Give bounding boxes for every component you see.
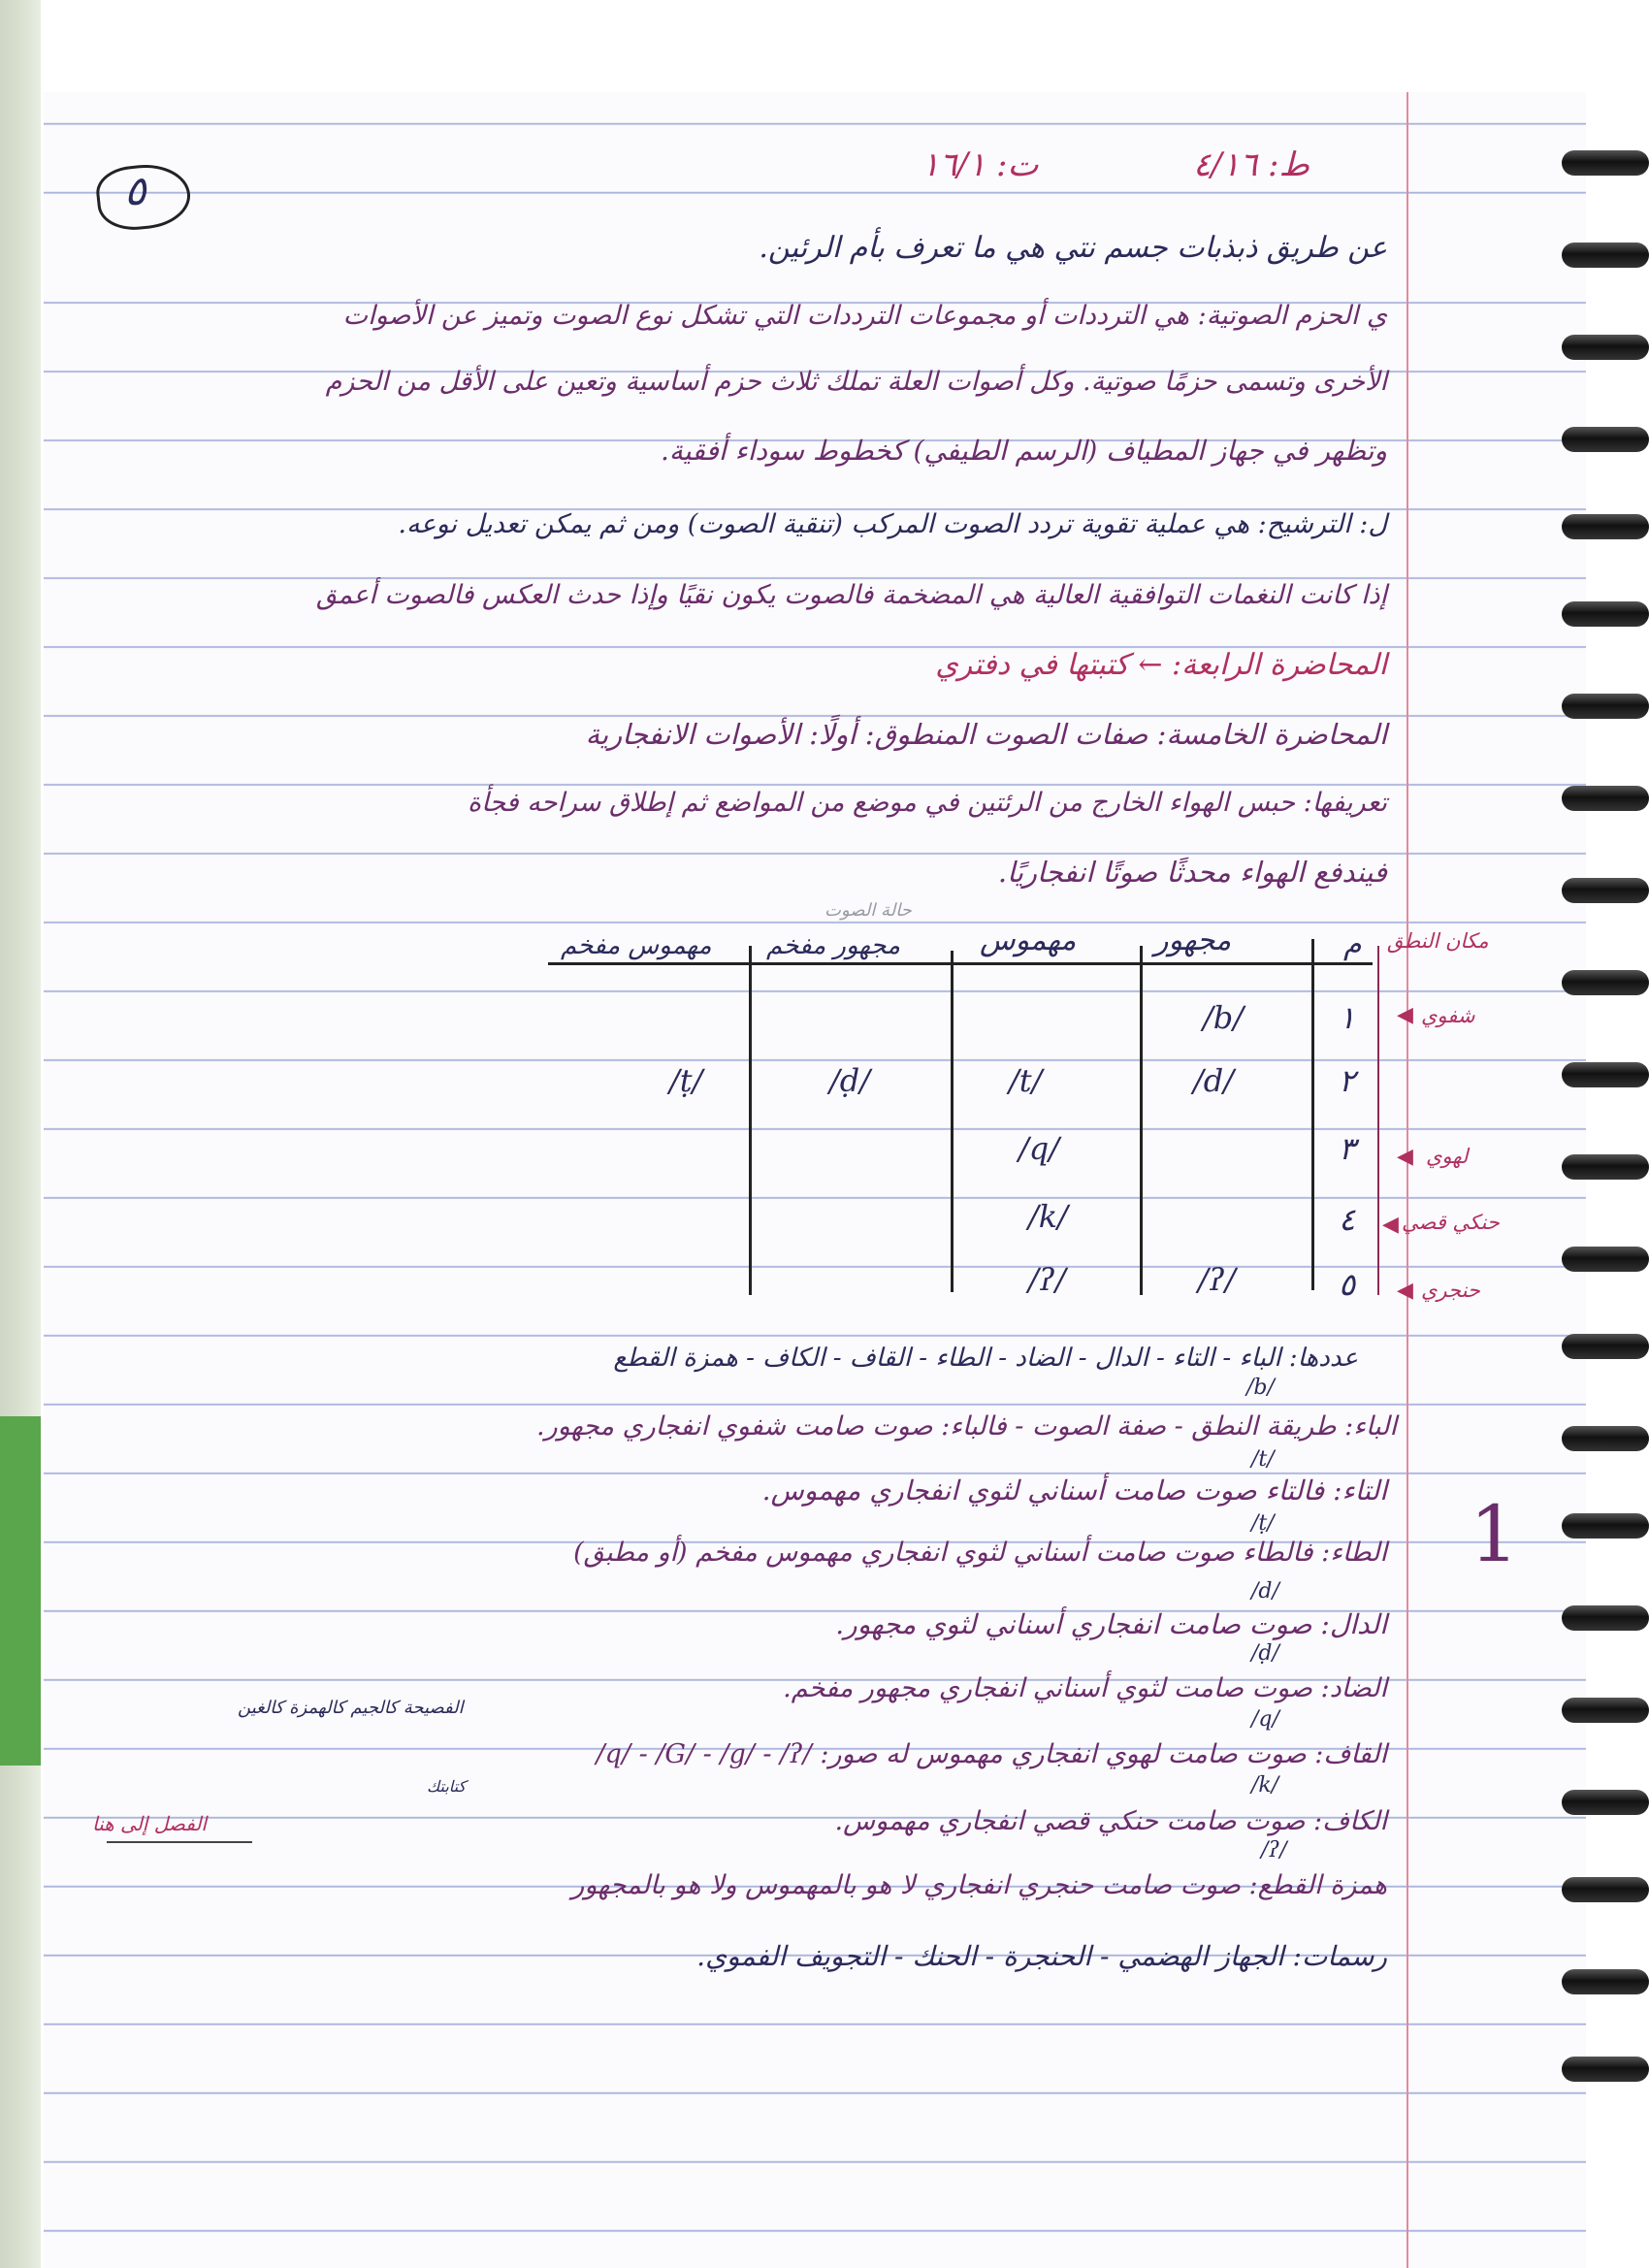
spiral-ring (1562, 601, 1649, 627)
annotation-above-qaf: الفصيحة كالجيم كالهمزة كالغين (238, 1698, 464, 1718)
spiral-ring (1562, 1154, 1649, 1180)
text-line: الأخرى وتسمى حزمًا صوتية. وكل أصوات العلة تملك ثلاث حزم أساسية وتعين على الأقل من الحزم (325, 367, 1387, 397)
row-number: ٢ (1339, 1062, 1356, 1099)
notebook-edge-strip (0, 0, 41, 2268)
spiral-ring (1562, 1698, 1649, 1723)
table-rule (1311, 939, 1314, 1290)
spiral-ring (1562, 1605, 1649, 1631)
table-cell: /ʔ/ (1198, 1261, 1236, 1298)
spiral-ring (1562, 1334, 1649, 1359)
arrow-icon: ◀ (1397, 1279, 1413, 1303)
symbol-note: /q/ (1251, 1707, 1279, 1732)
date-right: ط: ٤/١٦ (1193, 146, 1310, 184)
arrow-icon: ◀ (1397, 1145, 1413, 1169)
spiral-ring (1562, 335, 1649, 360)
spiral-ring (1562, 1790, 1649, 1815)
symbol-note: /d/ (1251, 1579, 1279, 1604)
date-left: ت: ١٦/١ (922, 146, 1039, 184)
underline (107, 1841, 252, 1843)
spiral-ring (1562, 786, 1649, 811)
margin-line (1406, 92, 1408, 2268)
table-cell: /ʔ/ (1028, 1261, 1066, 1298)
table-cell: /ḍ/ (829, 1062, 871, 1099)
text-line: التاء: فالتاء صوت صامت أسناني لثوي انفجاري مهموس. (761, 1474, 1387, 1507)
row-number: ١ (1339, 999, 1356, 1036)
table-rule (749, 946, 752, 1295)
symbol-note: /k/ (1251, 1773, 1279, 1798)
table-rule (1140, 946, 1143, 1295)
text-line: رسمات: الجهاز الهضمي - الحنجرة - الحنك - التجويف الفموي. (696, 1940, 1387, 1972)
spiral-ring (1562, 878, 1649, 903)
spiral-ring (1562, 514, 1649, 539)
table-cell: /b/ (1203, 999, 1245, 1036)
place-label: حنجري (1421, 1279, 1480, 1302)
table-cell: /q/ (1018, 1130, 1060, 1167)
spiral-ring (1562, 970, 1649, 995)
place-header: مكان النطق (1387, 929, 1489, 953)
table-rule (951, 951, 954, 1292)
text-line: ل: الترشيح: هي عملية تقوية تردد الصوت المركب (تنقية الصوت) ومن ثم يمكن تعديل نوعه. (398, 509, 1387, 539)
symbol-note: /b/ (1246, 1376, 1275, 1400)
symbol-note: /ḍ/ (1251, 1641, 1279, 1666)
place-label: شفوي (1421, 1004, 1475, 1027)
text-line: الباء: طريقة النطق - صفة الصوت - فالباء: صوت صامت شفوي انفجاري مجهور. (536, 1411, 1397, 1442)
header-cell: مهموس مفخم (561, 931, 712, 960)
header-cell: مجهور (1154, 923, 1232, 957)
row-number: ٥ (1339, 1266, 1356, 1303)
annotation-under-qaf: كتابتك (427, 1777, 467, 1796)
text-line: الكاف: صوت صامت حنكي قصي انفجاري مهموس. (834, 1806, 1387, 1836)
text-line: فيندفع الهواء محدثًا صوتًا انفجاريًا. (997, 856, 1387, 889)
table-rule (548, 962, 1373, 965)
place-label: لهوي (1426, 1145, 1469, 1168)
spiral-ring (1562, 1513, 1649, 1539)
margin-rule (1377, 946, 1379, 1295)
text-line: عن طريق ذبذبات جسم نتي هي ما تعرف بأم الرئين. (759, 231, 1387, 265)
header-cell: م (1343, 927, 1362, 961)
page-number: ٥ (124, 167, 146, 214)
margin-number: 1 (1470, 1489, 1519, 1579)
table-caption: حالة الصوت (824, 900, 912, 921)
text-line: الضاد: صوت صامت لثوي أسناني انفجاري مجهور مفخم. (783, 1673, 1387, 1703)
spiral-ring (1562, 427, 1649, 452)
text-line: ي الحزم الصوتية: هي الترددات أو مجموعات الترددات التي تشكل نوع الصوت وتميز عن الأصوات (342, 301, 1387, 331)
text-line: تعريفها: حبس الهواء الخارج من الرئتين في موضع من المواضع ثم إطلاق سراحه فجأة (467, 788, 1387, 818)
text-line: عددها: الباء - التاء - الدال - الضاد - الطاء - القاف - الكاف - همزة القطع (613, 1344, 1358, 1373)
row-number: ٣ (1339, 1130, 1356, 1167)
spiral-ring (1562, 2057, 1649, 2082)
text-line: الدال: صوت صامت انفجاري أسناني لثوي مجهور. (835, 1608, 1387, 1640)
arrow-icon: ◀ (1382, 1213, 1399, 1237)
spiral-ring (1562, 1247, 1649, 1272)
arrow-icon: ◀ (1397, 1003, 1413, 1027)
table-cell: /t/ (1009, 1062, 1043, 1099)
table-cell: /ṭ/ (669, 1062, 703, 1099)
text-line: همزة القطع: صوت صامت حنجري انفجاري لا هو بالمهموس ولا هو بالمجهور (571, 1870, 1387, 1900)
spiral-ring (1562, 1426, 1649, 1451)
text-line: وتظهر في جهاز المطياف (الرسم الطيفي) كخطوط سوداء أفقية. (661, 435, 1387, 467)
spiral-ring (1562, 150, 1649, 176)
place-label: حنكي قصي (1402, 1211, 1500, 1234)
spiral-ring (1562, 243, 1649, 268)
row-number: ٤ (1339, 1201, 1356, 1238)
header-cell: مجهور مفخم (766, 931, 901, 960)
table-cell: /d/ (1193, 1062, 1235, 1099)
lecture-heading: المحاضرة الرابعة: ← كتبتها في دفتري (935, 648, 1387, 682)
green-tab (0, 1416, 41, 1766)
text-line: القاف: صوت صامت لهوي انفجاري مهموس له صور: /q/ - /G/ - /g/ - /ʔ/ (596, 1739, 1387, 1769)
lecture-heading: المحاضرة الخامسة: صفات الصوت المنطوق: أولًا: الأصوات الانفجارية (585, 718, 1387, 751)
text-line: إذا كانت النغمات التوافقية العالية هي المضخمة فالصوت يكون نقيًا وإذا حدث العكس فالصوت أعمق (316, 580, 1387, 610)
symbol-note: /ʔ/ (1261, 1838, 1287, 1863)
symbol-note: /t/ (1251, 1447, 1275, 1472)
margin-note: الفصل إلى هنا (92, 1812, 207, 1835)
header-cell: مهموس (980, 923, 1077, 957)
spiral-ring (1562, 1877, 1649, 1902)
spiral-ring (1562, 1062, 1649, 1087)
symbol-note: /ṭ/ (1251, 1511, 1275, 1536)
spiral-ring (1562, 694, 1649, 719)
spiral-ring (1562, 1969, 1649, 1994)
table-cell: /k/ (1028, 1198, 1068, 1235)
text-line: الطاء: فالطاء صوت صامت أسناني لثوي انفجاري مهموس مفخم (أو مطبق) (573, 1538, 1387, 1568)
